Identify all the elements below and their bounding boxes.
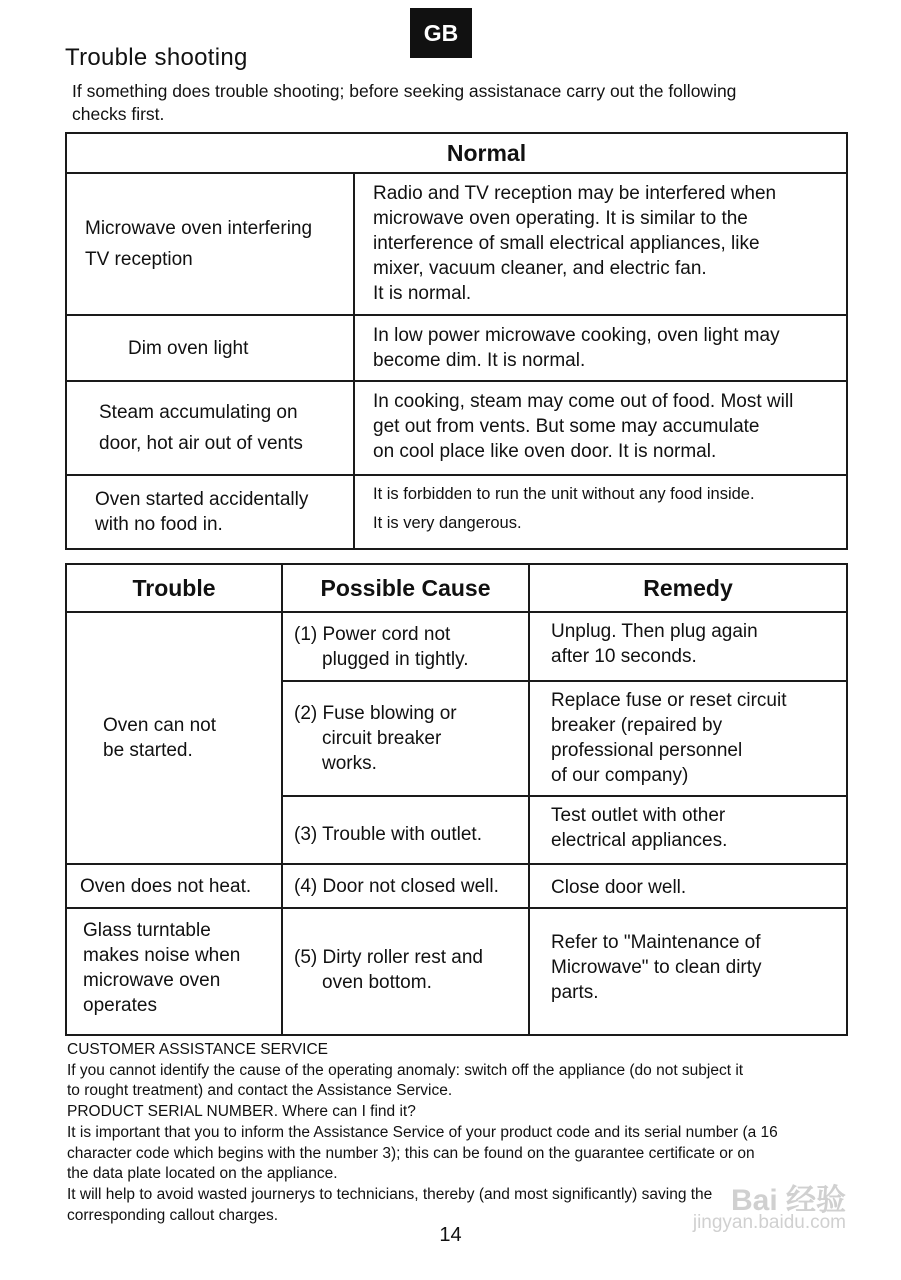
cause-line: plugged in tightly. (322, 649, 469, 670)
intro-text (72, 80, 832, 126)
trouble-header: Trouble (66, 564, 282, 612)
explanation-line: In cooking, steam may come out of food. Most will (373, 391, 794, 412)
footer-line: corresponding callout charges. (67, 1206, 279, 1224)
symptom-line: with no food in. (95, 514, 223, 535)
trouble-line: Oven does not heat. (80, 875, 252, 897)
footer-line: PRODUCT SERIAL NUMBER. Where can I find it? (67, 1103, 416, 1121)
symptom-line: Microwave oven interfering (85, 218, 313, 239)
trouble-line: Glass turntable (83, 920, 211, 941)
watermark-logo: Bai 经验 (730, 1184, 846, 1217)
symptom-line: TV reception (85, 249, 193, 270)
explanation-line: It is forbidden to run the unit without any food inside. (373, 485, 755, 503)
table-header-row (66, 564, 847, 612)
table-row (66, 173, 847, 315)
remedy-cell (529, 681, 847, 796)
trouble-cell (66, 908, 282, 1035)
footer-line: CUSTOMER ASSISTANCE SERVICE (67, 1041, 328, 1058)
remedy-line: Test outlet with other (551, 805, 726, 826)
normal-table-title: Normal (66, 133, 847, 173)
remedy-cell (529, 864, 847, 908)
remedy-header: Remedy (529, 564, 847, 612)
explanation-line: on cool place like oven door. It is normal. (373, 441, 717, 462)
explanation-cell (354, 381, 847, 475)
language-tab: GB (410, 8, 472, 58)
trouble-line: Oven can not (103, 715, 217, 736)
cause-line: oven bottom. (322, 972, 432, 993)
watermark-url: jingyan.baidu.com (692, 1212, 846, 1233)
trouble-table (65, 563, 848, 1036)
page-title: Trouble shooting (65, 44, 248, 71)
remedy-line: Replace fuse or reset circuit (551, 690, 787, 711)
symptom-cell (66, 173, 354, 315)
trouble-line: microwave oven (83, 970, 221, 991)
remedy-line: Refer to "Maintenance of (551, 932, 761, 953)
trouble-cell (66, 864, 282, 908)
remedy-line: Close door well. (551, 877, 687, 898)
remedy-line: parts. (551, 982, 599, 1003)
cause-line: (4) Door not closed well. (294, 875, 499, 897)
explanation-cell (354, 173, 847, 315)
remedy-line: electrical appliances. (551, 830, 728, 851)
trouble-cell (66, 612, 282, 864)
footer-line: character code which begins with the number 3); this can be found on the guarantee certificate or on (67, 1144, 755, 1162)
footer-line: It will help to avoid wasted journerys to technicians, thereby (and most significantly) saving the (67, 1185, 713, 1203)
table-row (66, 475, 847, 549)
table-row (66, 612, 847, 681)
explanation-line: In low power microwave cooking, oven light may (373, 325, 780, 346)
intro-line: checks first. (72, 104, 165, 124)
cause-line: circuit breaker (322, 728, 442, 749)
cause-line: (2) Fuse blowing or (294, 703, 457, 724)
remedy-line: after 10 seconds. (551, 646, 697, 667)
cause-line: (1) Power cord not (294, 624, 451, 645)
cause-cell (282, 864, 529, 908)
intro-line: If something does trouble shooting; before seeking assistanace carry out the following (72, 81, 737, 101)
footer-line: to rought treatment) and contact the Assistance Service. (67, 1082, 453, 1100)
remedy-cell (529, 908, 847, 1035)
trouble-line: operates (83, 995, 157, 1016)
explanation-line: It is very dangerous. (373, 514, 522, 532)
explanation-cell (354, 315, 847, 381)
normal-table (65, 132, 848, 550)
remedy-line: of our company) (551, 765, 689, 786)
table-row (66, 381, 847, 475)
table-row (66, 908, 847, 1035)
remedy-cell (529, 612, 847, 681)
symptom-cell (66, 475, 354, 549)
symptom-line: door, hot air out of vents (99, 433, 303, 454)
symptom-line: Oven started accidentally (95, 489, 309, 510)
explanation-cell (354, 475, 847, 549)
table-row (66, 315, 847, 381)
footer-line: It is important that you to inform the Assistance Service of your product code and its serial number (a 16 (67, 1123, 778, 1141)
cause-cell (282, 796, 529, 864)
remedy-cell (529, 796, 847, 864)
table-row (66, 864, 847, 908)
explanation-line: get out from vents. But some may accumulate (373, 416, 760, 437)
cause-line: (5) Dirty roller rest and (294, 947, 483, 968)
cause-line: (3) Trouble with outlet. (294, 824, 482, 845)
cause-cell (282, 681, 529, 796)
cause-cell (282, 612, 529, 681)
explanation-line: become dim. It is normal. (373, 350, 586, 371)
footer-line: If you cannot identify the cause of the operating anomaly: switch off the appliance (do not subject it (67, 1061, 744, 1079)
trouble-line: be started. (103, 740, 193, 761)
explanation-line: microwave oven operating. It is similar to the (373, 208, 748, 229)
remedy-line: Microwave" to clean dirty (551, 957, 762, 978)
cause-header: Possible Cause (282, 564, 529, 612)
cause-cell (282, 908, 529, 1035)
page-number: 14 (439, 1224, 462, 1246)
trouble-line: makes noise when (83, 945, 241, 966)
explanation-line: Radio and TV reception may be interfered when (373, 183, 777, 204)
symptom-cell (66, 315, 354, 381)
remedy-line: professional personnel (551, 740, 743, 761)
symptom-line: Dim oven light (128, 337, 249, 359)
explanation-line: It is normal. (373, 283, 472, 304)
remedy-line: Unplug. Then plug again (551, 621, 758, 642)
explanation-line: interference of small electrical appliances, like (373, 233, 760, 254)
symptom-line: Steam accumulating on (99, 402, 298, 423)
explanation-line: mixer, vacuum cleaner, and electric fan. (373, 258, 707, 279)
cause-line: works. (322, 753, 377, 774)
footer-line: the data plate located on the appliance. (67, 1165, 338, 1183)
remedy-line: breaker (repaired by (551, 715, 723, 736)
symptom-cell (66, 381, 354, 475)
